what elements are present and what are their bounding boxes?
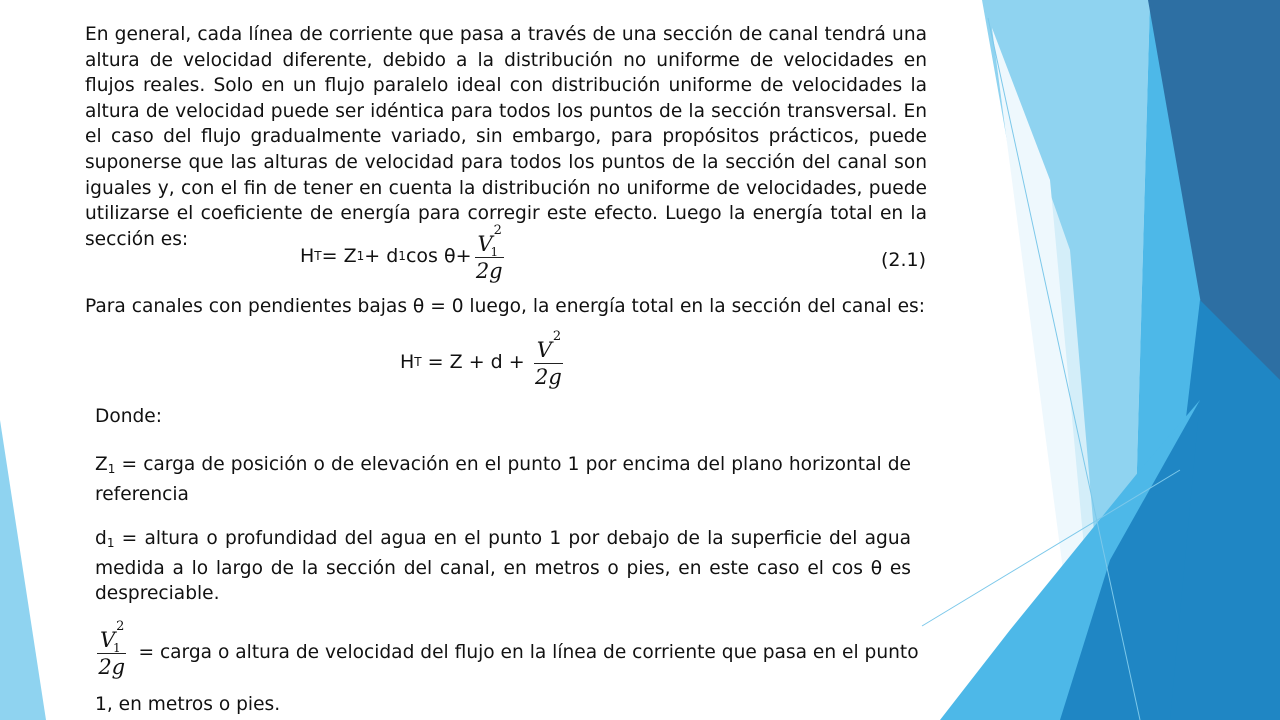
velocity-head-description: = carga o altura de velocidad del flujo en la línea de corriente que pasa en el punto <box>138 641 919 663</box>
eq2-denominator: 2g <box>535 365 562 390</box>
energy-equation <box>300 223 504 284</box>
def-numerator-exponent: 2 <box>116 619 125 634</box>
eq1-part-2: + d <box>364 245 399 268</box>
eq1-numerator: V <box>477 232 493 256</box>
definition-velocity-head <box>97 619 919 680</box>
energy-equation-low-slope <box>400 329 563 390</box>
z1-subscript: 1 <box>107 462 116 476</box>
eq1-lhs-subscript: T <box>314 249 322 264</box>
z1-symbol: Z <box>95 454 108 475</box>
eq1-z-subscript: 1 <box>356 249 365 264</box>
eq1-lhs: H <box>300 245 315 268</box>
velocity-head-description-end: 1, en metros o pies. <box>95 694 281 715</box>
donde-label: Donde: <box>95 406 162 427</box>
def-numerator: V <box>100 628 116 652</box>
z1-description: = carga de posición o de elevación en el punto 1 por encima del plano horizontal de referencia <box>95 454 911 505</box>
eq1-part-1: = Z <box>321 245 357 268</box>
eq1-denominator: 2g <box>475 259 503 284</box>
eq2-rhs: = Z + d + <box>421 351 531 374</box>
definition-z1 <box>95 452 911 507</box>
d1-symbol: d <box>95 528 107 549</box>
def-denominator: 2g <box>98 655 126 680</box>
eq1-d-subscript: 1 <box>398 249 406 264</box>
def-velocity-fraction <box>97 619 126 680</box>
eq2-numerator-exponent: 2 <box>552 329 562 344</box>
eq1-numerator-subscript: 1 <box>490 245 499 259</box>
eq2-lhs: H <box>400 351 415 374</box>
low-slope-sentence: Para canales con pendientes bajas θ = 0 luego, la energía total en la sección del canal es: <box>85 296 925 317</box>
intro-paragraph: En general, cada línea de corriente que pasa a través de una sección de canal tendrá una altura de velocidad diferente, debido a la distribución no uniforme de velocidades en flujos reales. Solo en un flujo paralelo ideal con distribución uniforme de velocidades la altura de velocidad puede ser idéntica para todos los puntos de la sección transversal. En el caso del flujo gradualmente variado, sin embargo, para propósitos prácticos, puede suponerse que las alturas de velocidad para todos los puntos de la sección del canal son iguales y, con el fin de tener en cuenta la distribución no uniforme de velocidades, puede utilizarse el coeficiente de energía para corregir este efecto. Luego la energía total en la sección es: <box>85 24 927 250</box>
eq2-lhs-subscript: T <box>414 355 422 370</box>
eq1-part-3: cos θ+ <box>405 245 472 268</box>
eq2-velocity-fraction <box>534 329 563 390</box>
eq1-numerator-exponent: 2 <box>493 223 502 238</box>
equation-number: (2.1) <box>881 249 927 271</box>
def-numerator-subscript: 1 <box>113 641 121 655</box>
d1-subscript: 1 <box>106 536 115 550</box>
eq2-numerator: V <box>536 338 552 362</box>
d1-description: = altura o profundidad del agua en el punto 1 por debajo de la superficie del agua medida a lo largo de la sección del canal, en metros o pies, en este caso el cos θ es despreciable. <box>95 528 911 604</box>
definition-d1 <box>95 526 911 606</box>
eq1-velocity-fraction <box>475 223 504 284</box>
left-edge-triangle <box>0 420 46 720</box>
